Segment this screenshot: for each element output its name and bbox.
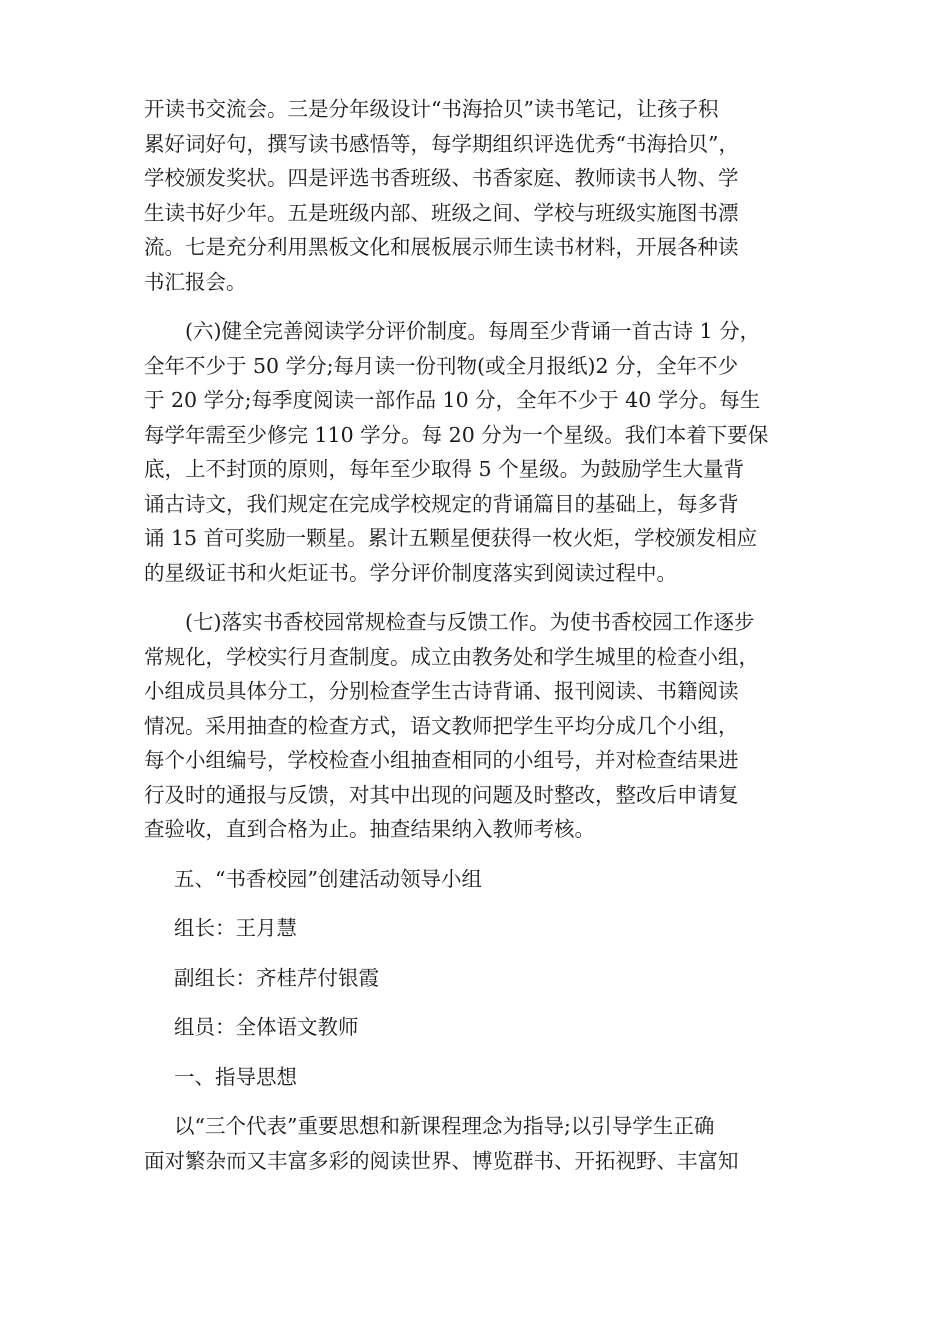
paragraph-inspection	[144, 605, 806, 847]
text-line: (六)健全完善阅读学分评价制度。每周至少背诵一首古诗 1 分，	[185, 319, 761, 343]
text-line: 底，上不封顶的原则，每年至少取得 5 个星级。为鼓励学生大量背	[144, 457, 745, 481]
paragraph-guiding-ideology	[144, 1109, 806, 1178]
text-line: 流。七是充分利用黑板文化和展板展示师生读书材料，开展各种读	[144, 235, 739, 259]
text-line: 于 20 学分;每季度阅读一部作品 10 分，全年不少于 40 学分。每生	[144, 388, 761, 412]
text-line: 开读书交流会。三是分年级设计“书海拾贝”读书笔记，让孩子积	[144, 97, 719, 121]
text-line: 书汇报会。	[144, 269, 247, 294]
text-line: 查验收，直到合格为止。抽查结果纳入教师考核。	[144, 817, 595, 841]
text-line: 的星级证书和火炬证书。学分评价制度落实到阅读过程中。	[144, 560, 677, 585]
text-line: (七)落实书香校园常规检查与反馈工作。为使书香校园工作逐步	[185, 610, 755, 634]
text-line: 面对繁杂而又丰富多彩的阅读世界、博览群书、开拓视野、丰富知	[144, 1148, 739, 1173]
text-line: 组员：全体语文教师	[174, 1015, 359, 1039]
section-heading-leadership	[144, 862, 806, 897]
text-line: 一、指导思想	[174, 1064, 297, 1089]
text-line: 行及时的通报与反馈，对其中出现的问题及时整改，整改后申请复	[144, 782, 739, 807]
text-line: 五、“书香校园”创建活动领导小组	[174, 866, 482, 891]
text-line: 全年不少于 50 学分;每月读一份刊物(或全月报纸)2 分，全年不少	[144, 353, 739, 378]
leader-line	[144, 911, 806, 946]
text-line: 诵 15 首可奖励一颗星。累计五颗星便获得一枚火炬，学校颁发相应	[144, 526, 758, 550]
paragraph-credit-system	[144, 314, 806, 590]
text-line: 学校颁发奖状。四是评选书香班级、书香家庭、教师读书人物、学	[144, 166, 739, 190]
text-line: 常规化，学校实行月查制度。成立由教务处和学生城里的检查小组，	[144, 644, 759, 669]
text-line: 小组成员具体分工，分别检查学生古诗背诵、报刊阅读、书籍阅读	[144, 679, 739, 703]
text-line: 副组长：齐桂芹付银霞	[174, 965, 379, 990]
text-line: 以“三个代表”重要思想和新课程理念为指导;以引导学生正确	[174, 1114, 715, 1138]
text-line: 每个小组编号，学校检查小组抽查相同的小组号，并对检查结果进	[144, 748, 739, 772]
text-line: 累好词好句，撰写读书感悟等，每学期组织评选优秀“书海拾贝”，	[144, 131, 739, 156]
text-line: 诵古诗文，我们规定在完成学校规定的背诵篇目的基础上，每多背	[144, 491, 739, 516]
text-line: 情况。采用抽查的检查方式，语文教师把学生平均分成几个小组，	[144, 713, 739, 738]
text-line: 每学年需至少修完 110 学分。每 20 分为一个星级。我们本着下要保	[144, 422, 769, 447]
deputy-leader-line	[144, 961, 806, 996]
members-line	[144, 1010, 806, 1045]
document-page	[144, 92, 806, 1193]
paragraph-reading-activities	[144, 92, 806, 299]
text-line: 组长：王月慧	[174, 916, 297, 940]
section-heading-guiding-ideology	[144, 1060, 806, 1095]
text-line: 生读书好少年。五是班级内部、班级之间、学校与班级实施图书漂	[144, 200, 739, 225]
